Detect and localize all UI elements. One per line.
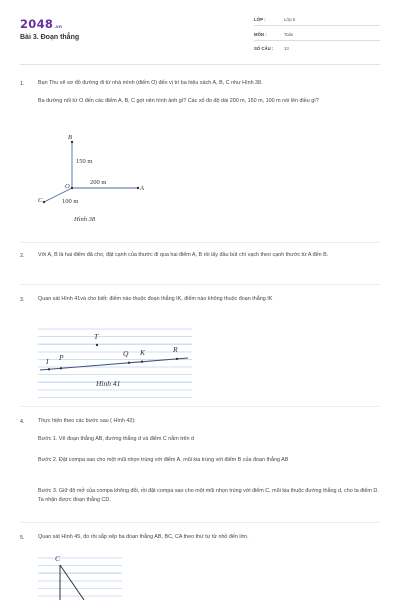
meta-mon-label: MÔN :	[254, 32, 267, 37]
question-divider	[20, 284, 380, 285]
label-len-ob: 150 m	[76, 158, 93, 165]
figure-38-caption: Hình 38	[74, 216, 96, 223]
q5-number: 5.	[20, 535, 25, 541]
logo-domain: .vn	[54, 24, 63, 29]
point-t	[96, 344, 98, 346]
label-i: I	[46, 357, 49, 366]
header-divider	[20, 64, 380, 65]
q4-step3: Bước 3. Giữ độ mở của compa không đổi, rồi đặt compa sao cho một mũi nhọn trùng với điểm C, mũi kia thuộc đường thẳng d, cho ta điểm D. Ta nhận được đoạn thẳng CD.	[38, 488, 379, 503]
segment-cb	[60, 565, 84, 600]
label-o: O	[65, 183, 70, 190]
meta-socau-value: 13	[284, 46, 289, 51]
meta-mon-value: Toán	[284, 32, 294, 37]
figure-38	[30, 130, 160, 230]
question-divider	[20, 406, 380, 407]
q5-text: Quan sát Hình 45, đo rồi sắp xếp ba đoạn thẳng AB, BC, CA theo thứ tự từ nhỏ đến lớn.	[38, 534, 249, 540]
page-title: Bài 3. Đoạn thẳng	[20, 34, 80, 41]
label-a: A	[140, 185, 144, 192]
label-c: C	[38, 197, 43, 204]
q4-intro: Thực hiện theo các bước sau ( Hình 42):	[38, 418, 136, 424]
meta-divider	[254, 25, 380, 26]
q3-number: 3.	[20, 297, 25, 303]
point-q	[128, 362, 130, 364]
meta-divider	[254, 40, 380, 41]
label-b: B	[68, 134, 72, 141]
point-r	[176, 358, 178, 360]
label-t: T	[94, 332, 99, 341]
question-divider	[20, 242, 380, 243]
figure-41-caption: Hình 41	[96, 379, 121, 388]
label-q: Q	[123, 349, 129, 358]
label-c: C	[55, 554, 61, 563]
label-p: P	[59, 353, 64, 362]
q1-question: Ba đường nối từ O đến các điểm A, B, C gợi nên hình ảnh gì? Các số đo độ dài 200 m, 150 m, 100 m nói lên điều gì?	[38, 98, 319, 104]
q4-number: 4.	[20, 419, 25, 425]
q1-text: Bạn Thu vẽ sơ đồ đường đi từ nhà mình (điểm O) đến vị trí ba hiệu sách A, B, C như Hình 38.	[38, 80, 263, 86]
logo-text: 2048	[20, 17, 54, 31]
q2-text: Với A, B là hai điểm đã cho, đặt cạnh của thước đi qua hai điểm A, B rồi lấy đầu bút chì vạch theo cạnh thước từ A đến B.	[38, 252, 329, 258]
q1-number: 1.	[20, 81, 25, 87]
point-c	[43, 201, 45, 203]
q2-number: 2.	[20, 253, 25, 259]
site-logo[interactable]	[20, 17, 62, 31]
label-len-oc: 100 m	[62, 198, 79, 205]
point-p	[60, 367, 62, 369]
label-len-oa: 200 m	[90, 179, 107, 186]
point-b	[71, 141, 73, 143]
point-i	[48, 368, 50, 370]
q4-step1: Bước 1. Vẽ đoạn thẳng AB, đường thẳng d và điểm C nằm trên d	[38, 436, 195, 442]
point-o	[71, 187, 73, 189]
figure-41	[38, 322, 192, 398]
label-k: K	[140, 348, 146, 357]
meta-socau-label: SỐ CÂU :	[254, 46, 274, 51]
meta-lop-value: Lớp 6	[284, 17, 296, 22]
q3-text: Quan sát Hình 41và cho biết: điểm nào thuộc đoạn thẳng IK, điểm nào không thuộc đoạn thẳng IK	[38, 296, 273, 302]
question-divider	[20, 522, 380, 523]
figure-45	[38, 551, 122, 600]
meta-lop-label: LỚP :	[254, 17, 266, 22]
point-k	[141, 361, 143, 363]
label-r: R	[173, 345, 178, 354]
q4-step2: Bước 2. Đặt compa sao cho một mũi nhọn trùng với điểm A, mũi kia trùng với điểm B của đoạn thẳng AB	[38, 457, 289, 463]
point-a	[137, 187, 139, 189]
